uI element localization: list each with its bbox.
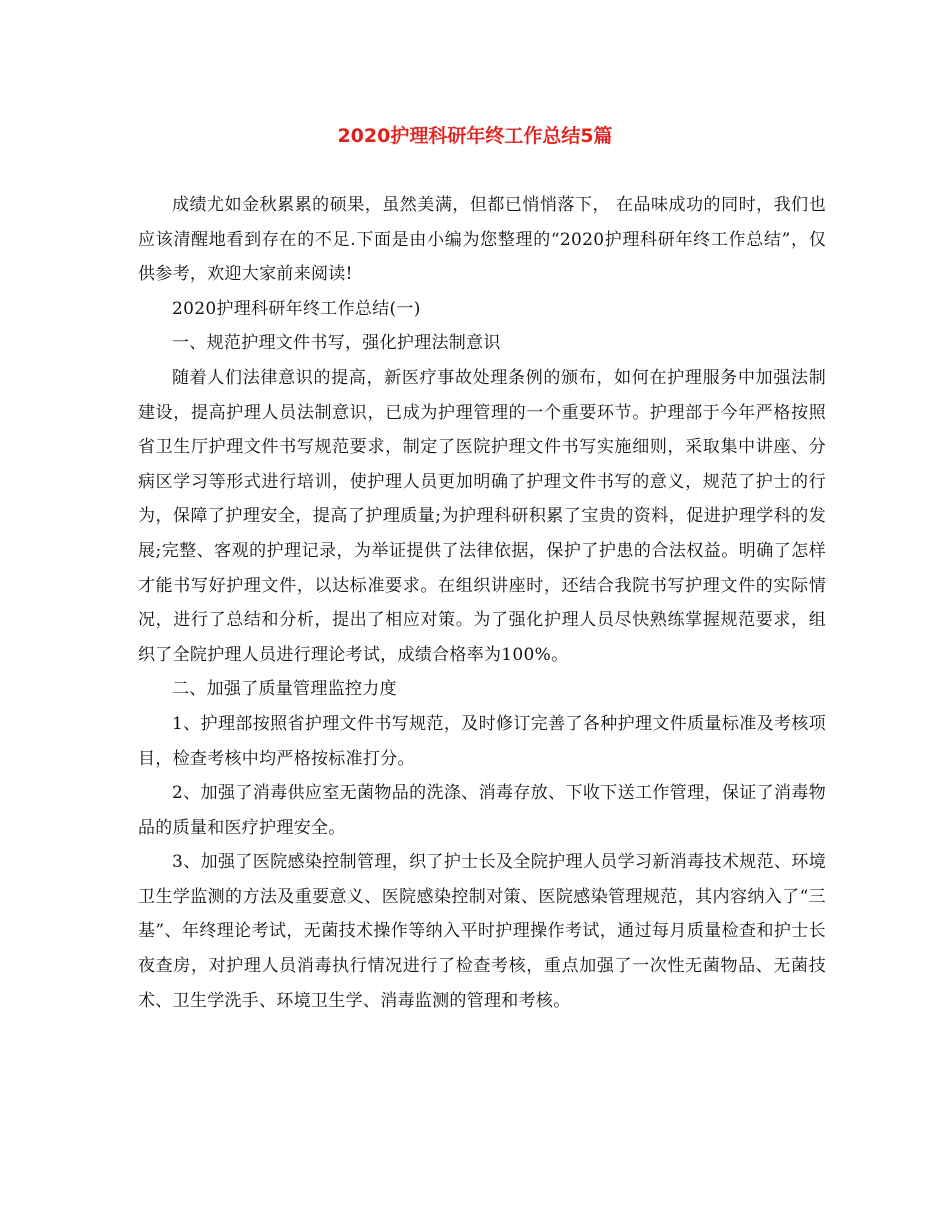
list-item-paragraph: 3、加强了医院感染控制管理，织了护士长及全院护理人员学习新消毒技术规范、环境卫生学监测的方法及重要意义、医院感染控制对策、医院感染管理规范，其内容纳入了“三基”、年终理论考试，无菌技术操作等纳入平时护理操作考试，通过每月质量检查和护士长夜查房，对护理人员消毒执行情况进行了检查考核，重点加强了一次性无菌物品、无菌技术、卫生学洗手、环境卫生学、消毒监测的管理和考核。 — [138, 852, 826, 1011]
body-paragraph: 随着人们法律意识的提高，新医疗事故处理条例的颁布，如何在护理服务中加强法制建设，提高护理人员法制意识，已成为护理管理的一个重要环节。护理部于今年严格按照省卫生厅护理文件书写规范要求，制定了医院护理文件书写实施细则，采取集中讲座、分病区学习等形式进行培训，使护理人员更加明确了护理文件书写的意义，规范了护士的行为，保障了护理安全，提高了护理质量;为护理科研积累了宝贵的资料，促进护理学科的发展;完整、客观的护理记录，为举证提供了法律依据，保护了护患的合法权益。明确了怎样才能书写好护理文件，以达标准要求。在组织讲座时，还结合我院书写护理文件的实际情况，进行了总结和分析，提出了相应对策。为了强化护理人员尽快熟练掌握规范要求，组织了全院护理人员进行理论考试，成绩合格率为100%。 — [138, 367, 826, 665]
list-item-paragraph: 2、加强了消毒供应室无菌物品的洗涤、消毒存放、下收下送工作管理，保证了消毒物品的质量和医疗护理安全。 — [138, 783, 826, 838]
document-title: 2020护理科研年终工作总结5篇 — [337, 125, 613, 147]
subsection-heading: 一、规范护理文件书写，强化护理法制意识 — [172, 333, 501, 354]
document-body — [138, 188, 826, 1018]
section-heading: 2020护理科研年终工作总结(一) — [172, 298, 421, 319]
subsection-heading: 二、加强了质量管理监控力度 — [172, 679, 397, 700]
intro-paragraph: 成绩尤如金秋累累的硕果，虽然美满，但都已悄悄落下， 在品味成功的同时，我们也应该清醒地看到存在的不足.下面是由小编为您整理的“2020护理科研年终工作总结”，仅供参考，欢迎大家前来阅读! — [138, 195, 826, 285]
list-item-paragraph: 1、护理部按照省护理文件书写规范，及时修订完善了各种护理文件质量标准及考核项目，检查考核中均严格按标准打分。 — [138, 713, 826, 769]
